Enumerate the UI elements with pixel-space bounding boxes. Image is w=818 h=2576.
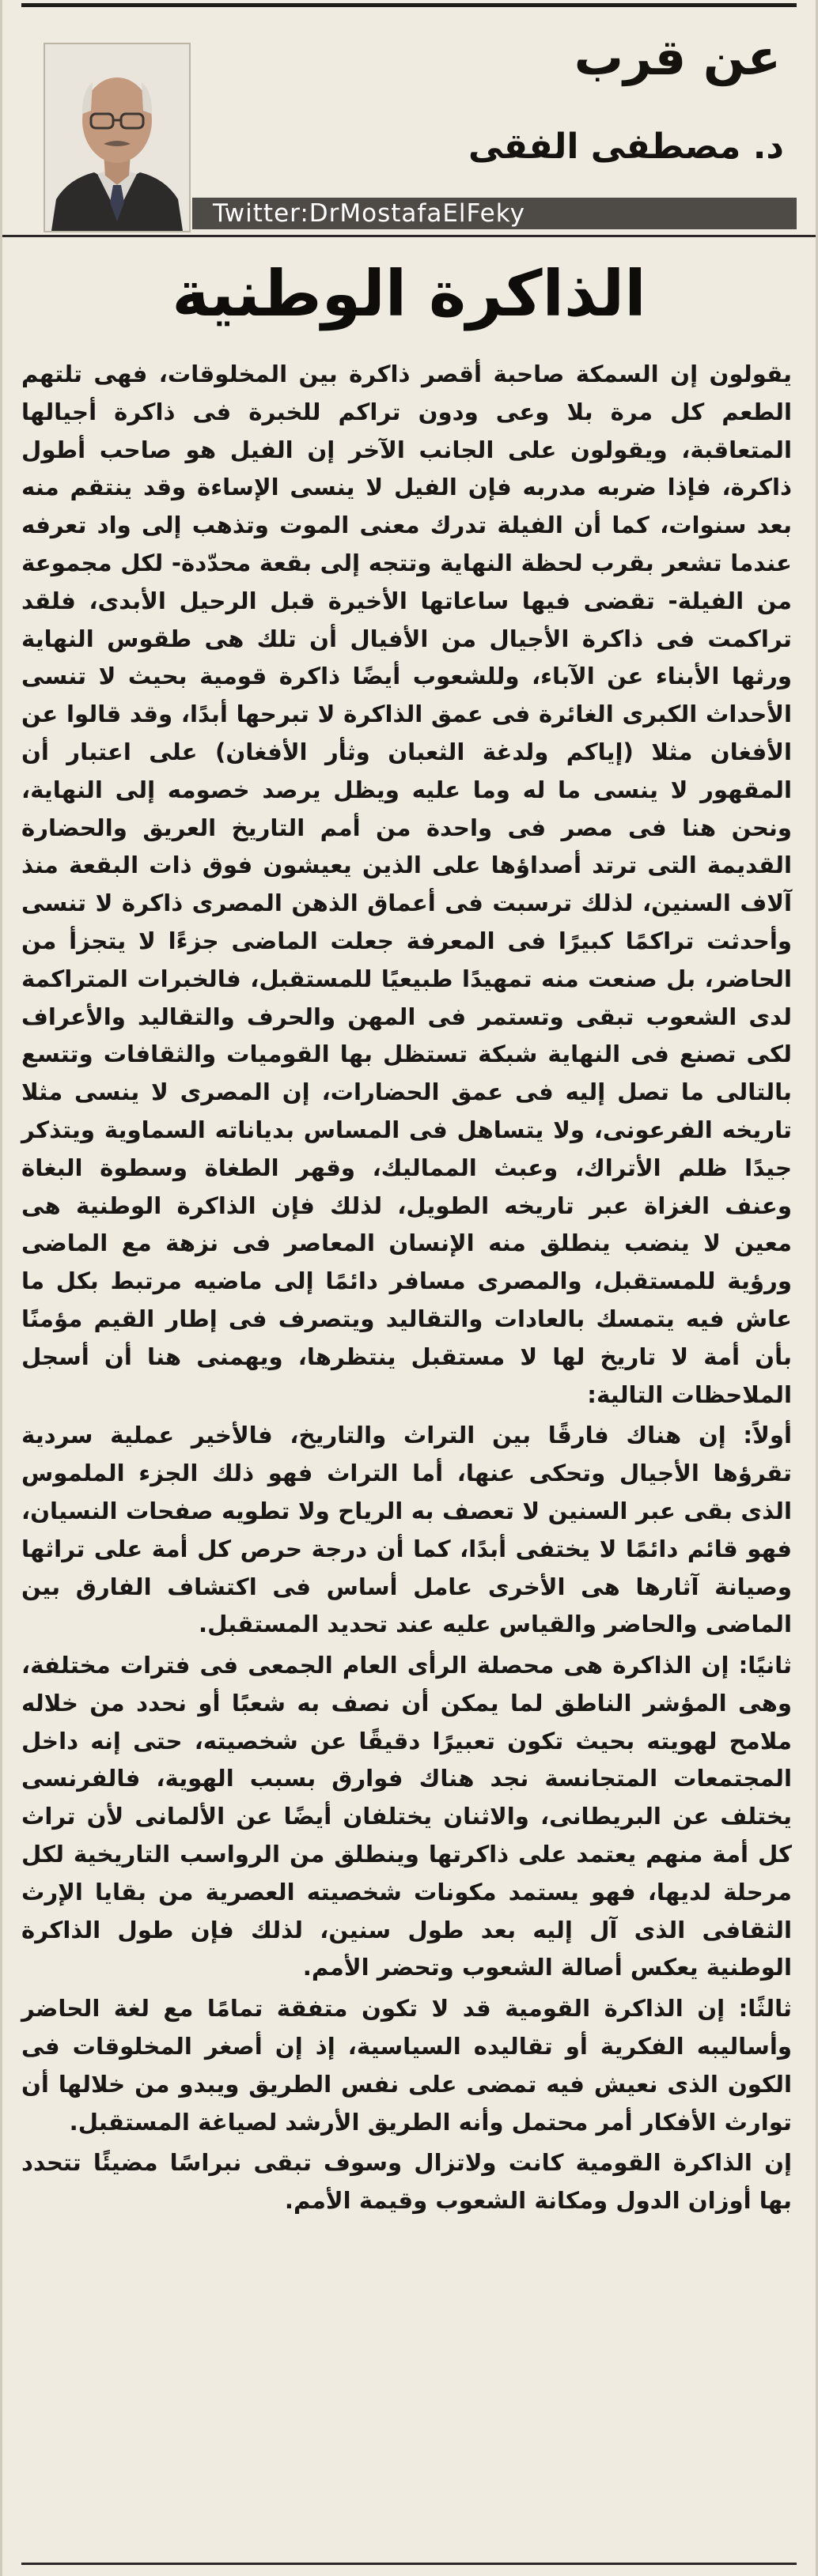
bottom-rule bbox=[21, 2563, 797, 2565]
article-paragraph-third-note: ثالثًا: إن الذاكرة القومية قد لا تكون متفقة تمامًا مع لغة الحاضر وأساليبه الفكرية أو تقاليده السياسية، إذ إن أصغر المخلوقات فى الكون الذى نعيش فيه تمضى على نفس الطريق ويبدو من خلالها أن توارث الأفكار أمر محتمل وأنه الطريق الأرشد لصياغة المستقبل. bbox=[21, 1995, 792, 2136]
column-header bbox=[2, 0, 816, 237]
column-title: عن قرب bbox=[574, 28, 781, 86]
article-paragraph-intro: يقولون إن السمكة صاحبة أقصر ذاكرة بين المخلوقات، فهى تلتهم الطعم كل مرة بلا وعى ودون تراكم للخبرة فى ذاكرة أجيالها المتعاقبة، ويقولون على الجانب الآخر إن الفيل هو صاحب أطول ذاكرة، فإذا ضربه مدربه فإن الفيل لا ينسى الإساءة وقد ينتقم منه بعد سنوات، كما أن الفيلة تدرك معنى الموت وتذهب إلى واد تعرفه عندما تشعر بقرب لحظة النهاية وتتجه إلى بقعة محدّدة- لكل مجموعة من الفيلة- تقضى فيها ساعاتها الأخيرة قبل الرحيل الأبدى، فلقد تراكمت فى ذاكرة الأجيال من الأفيال أن تلك هى طقوس النهاية ورثها الأبناء عن الآباء، وللشعوب أيضًا ذاكرة قومية بحيث لا تنسى الأحداث الكبرى الغائرة فى عمق الذاكرة لا تبرحها أبدًا، وقد قالوا عن الأفغان مثلا (إياكم ولدغة الثعبان وثأر الأفغان) على اعتبار أن المقهور لا ينسى ما له وما عليه ويظل يرصد خصومه إلى النهاية، ونحن هنا فى مصر فى واحدة من أمم التاريخ العريق والحضارة القديمة التى ترتد أصداؤها على الذين يعيشون فوق ذات البقعة منذ آلاف السنين، لذلك ترسبت فى أعماق الذهن المصرى ذاكرة لا تنسى وأحدثت تراكمًا كبيرًا فى المعرفة جعلت الماضى جزءًا لا يتجزأ من الحاضر، بل صنعت منه تمهيدًا طبيعيًا للمستقبل، فالخبرات المتراكمة لدى الشعوب تبقى وتستمر فى المهن والحرف والتقاليد والأعراف لكى تصنع فى النهاية شبكة تستظل بها القوميات والثقافات وتتسع بالتالى ما تصل إليه فى عمق الحضارات، إن المصرى لا ينسى مثلا تاريخه الفرعونى، ولا يتساهل فى المساس بدياناته السماوية ويتذكر جيدًا ظلم الأتراك، وعبث المماليك، وقهر الطغاة وسطوة البغاة وعنف الغزاة عبر تاريخه الطويل، لذلك فإن الذاكرة الوطنية هى معين لا ينضب ينطلق منه الإنسان المعاصر فى نزهة مع الماضى ورؤية للمستقبل، والمصرى مسافر دائمًا إلى ماضيه مرتبط بكل ما عاش فيه يتمسك بالعادات والتقاليد ويتصرف فى إطار القيم مؤمنًا بأن أمة لا تاريخ لها لا مستقبل ينتظرها، ويهمنى هنا أن أسجل الملاحظات التالية: bbox=[21, 361, 792, 1408]
top-rule bbox=[21, 3, 797, 7]
author-name: د. مصطفى الفقى bbox=[468, 127, 784, 167]
article-body bbox=[21, 356, 792, 2220]
article-paragraph-conclusion: إن الذاكرة القومية كانت ولاتزال وسوف تبقى نبراسًا مضيئًا تتحدد بها أوزان الدول ومكانة الشعوب وقيمة الأمم. bbox=[21, 2149, 792, 2215]
author-photo bbox=[44, 43, 191, 232]
article-headline: الذاكرة الوطنية bbox=[172, 257, 646, 330]
article-paragraph-first-note: أولاً: إن هناك فارقًا بين التراث والتاريخ، فالأخير عملية سردية تقرؤها الأجيال وتحكى عنها، أما التراث فهو ذلك الجزء الملموس الذى بقى عبر السنين لا تعصف به الرياح ولا تطويه صفحات النسيان، فهو قائم دائمًا لا يختفى أبدًا، كما أن درجة حرص كل أمة على تراثها وصيانة آثارها هى الأخرى عامل أساس فى اكتشاف الفارق بين الماضى والحاضر والقياس عليه عند تحديد المستقبل. bbox=[21, 1422, 792, 1638]
twitter-handle: Twitter:DrMostafaElFeky bbox=[192, 198, 797, 229]
author-portrait-icon bbox=[45, 44, 189, 231]
article-paragraph-second-note: ثانيًا: إن الذاكرة هى محصلة الرأى العام الجمعى فى فترات مختلفة، وهى المؤشر الناطق لما يمكن أن نصف به شعبًا أو نحدد من خلاله ملامح لهويته بحيث تكون تعبيرًا دقيقًا عن شخصيته، حتى إنه داخل المجتمعات المتجانسة نجد هناك فوارق بسبب الهوية، فالفرنسى يختلف عن البريطانى، والاثنان يختلفان أيضًا عن الألمانى لأن تراث كل أمة منهم يعتمد على ذاكرتها وينطلق من الرواسب التاريخية لكل مرحلة لديها، فهو يستمد مكونات شخصيته العصرية من بقايا الإرث الثقافى الذى آل إليه بعد طول سنين، لذلك فإن طول الذاكرة الوطنية يعكس أصالة الشعوب وتحضر الأمم. bbox=[21, 1652, 792, 1981]
